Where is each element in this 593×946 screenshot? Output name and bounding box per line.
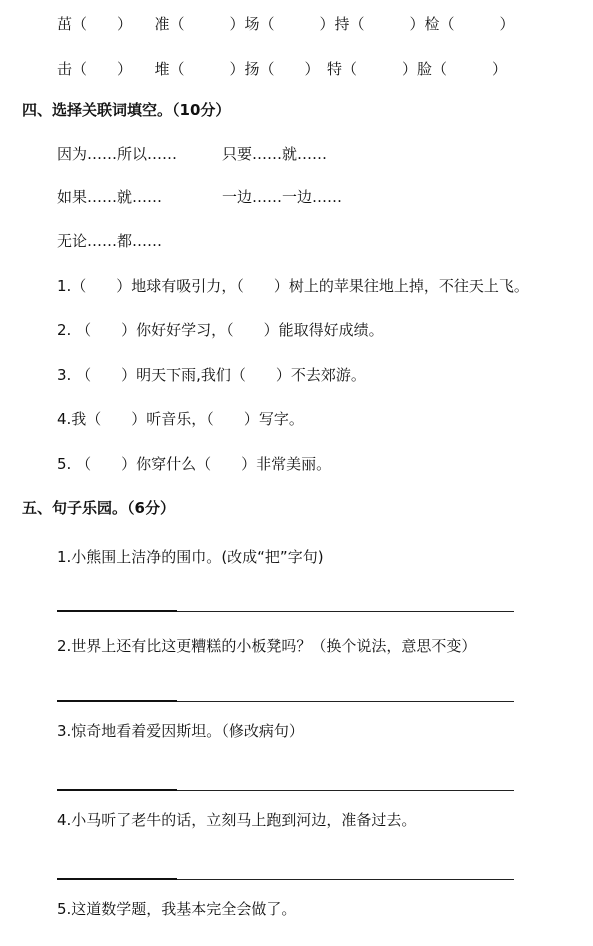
answer-line[interactable] xyxy=(57,790,514,791)
section-4-title: 四、选择关联词填空。（10分） xyxy=(22,101,231,119)
fill-question: 2. （ ）你好好学习，（ ）能取得好成绩。 xyxy=(57,321,384,339)
sentence-question: 1.小熊围上洁净的围巾。(改成“把”字句) xyxy=(57,548,324,566)
char-row-2: 击（ ） 堆（ ）扬（ ） 特（ ）脸（ ） xyxy=(57,60,508,78)
sentence-question: 2.世界上还有比这更糟糕的小板凳吗？（换个说法，意思不变） xyxy=(57,637,477,655)
fill-question: 1.（ ）地球有吸引力，（ ）树上的苹果往地上掉，不往天上飞。 xyxy=(57,277,529,295)
answer-line[interactable] xyxy=(57,611,514,612)
sentence-question: 4.小马听了老牛的话，立刻马上跑到河边，准备过去。 xyxy=(57,811,417,829)
answer-line[interactable] xyxy=(57,701,514,702)
char-row-1: 茁（ ） 准（ ）场（ ）持（ ）检（ ） xyxy=(57,15,515,33)
answer-line[interactable] xyxy=(57,879,514,880)
section-5-title: 五、句子乐园。（6分） xyxy=(22,499,175,517)
fill-question: 4.我（ ）听音乐，（ ）写字。 xyxy=(57,410,304,428)
conjunction-pair-row: 因为……所以…… 只要……就…… xyxy=(57,145,328,163)
conjunction-pair-row: 如果……就…… 一边……一边…… xyxy=(57,188,343,206)
sentence-question: 3.惊奇地看着爱因斯坦。（修改病句） xyxy=(57,722,304,740)
fill-question: 5. （ ）你穿什么（ ）非常美丽。 xyxy=(57,455,332,473)
conjunction-pair-row: 无论……都…… xyxy=(57,232,163,250)
sentence-question: 5.这道数学题，我基本完全会做了。 xyxy=(57,900,297,918)
fill-question: 3. （ ）明天下雨,我们（ ）不去郊游。 xyxy=(57,366,366,384)
